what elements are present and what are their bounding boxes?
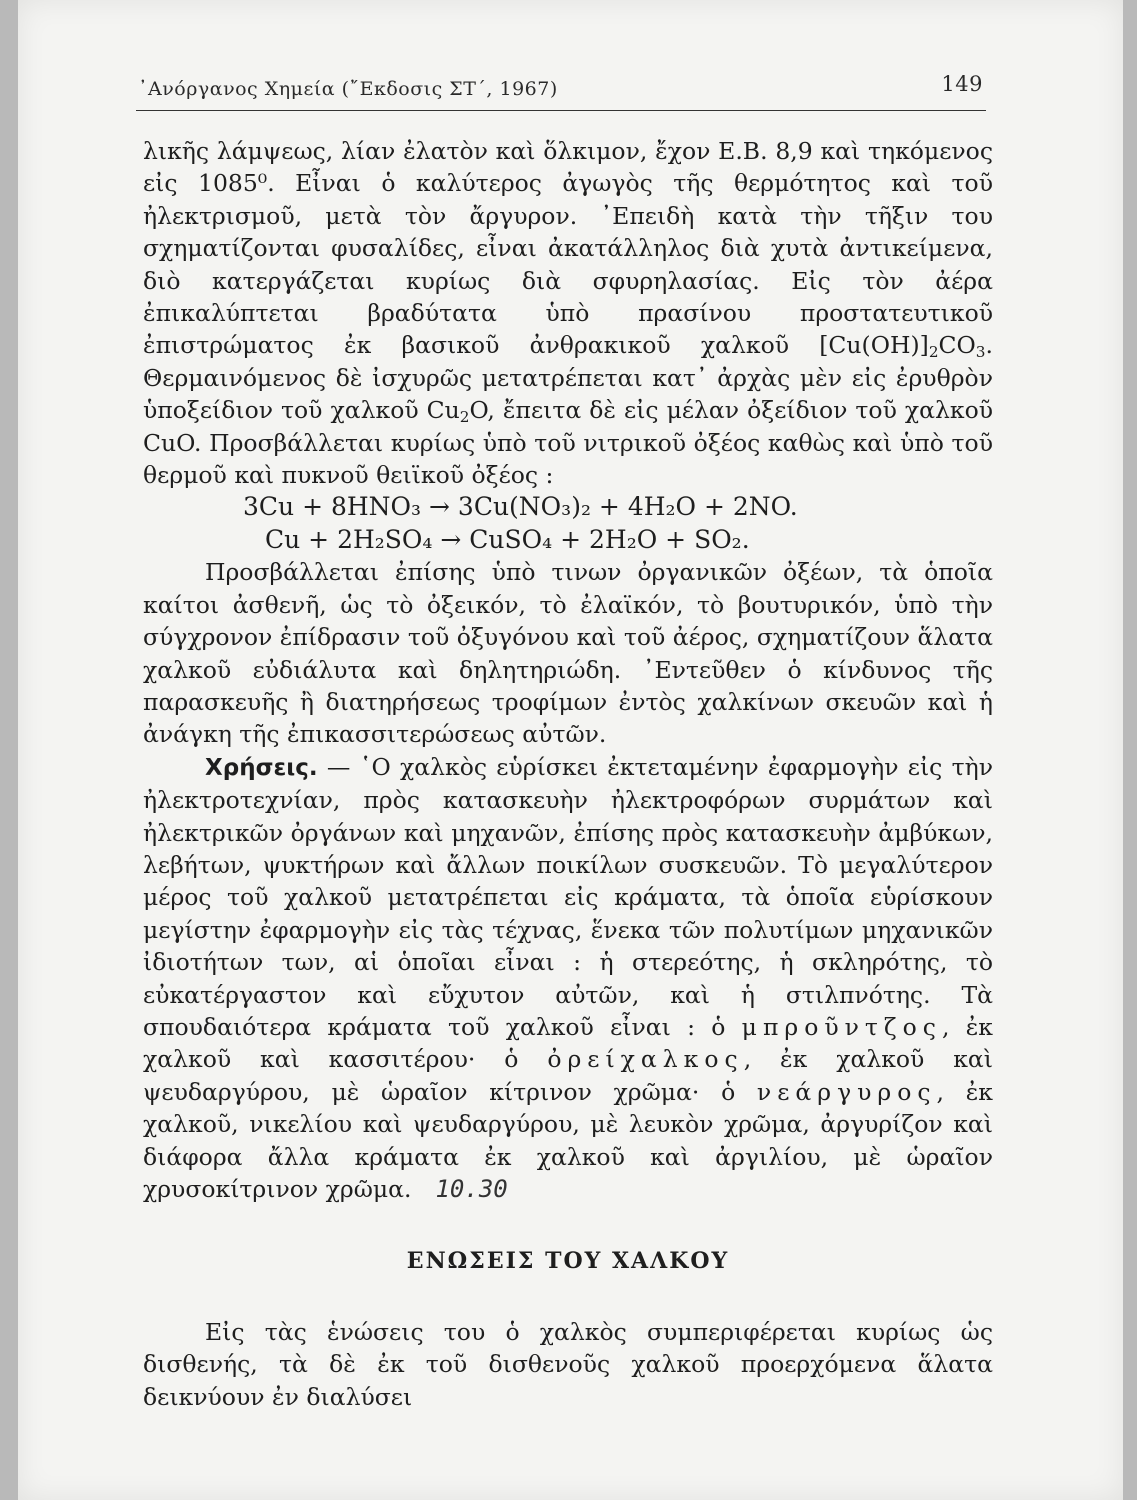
alloy-bronze: μπροῦντζος (741, 1012, 942, 1041)
section-title: ΕΝΩΣΕΙΣ ΤΟΥ ΧΑΛΚΟΥ (406, 1248, 730, 1275)
running-title: ᾽Ανόργανος Χημεία (῎Εκδοσις ΣΤ΄, 1967) (138, 78, 558, 100)
book-page (18, 0, 1123, 1500)
page-number: 149 (941, 72, 983, 96)
alloy-brass: ὀρείχαλκος (547, 1045, 744, 1074)
formula-basic-carbonate: $[Cu(OH)]_2CO_3$ (819, 331, 986, 362)
uses-heading: Χρήσεις. (205, 754, 318, 781)
equation-sulfuric-acid: Cu + 2H₂SO₄ → CuSO₄ + 2H₂O + SO₂. (265, 524, 750, 554)
page-body (143, 135, 993, 1413)
equation-nitric-acid: 3Cu + 8HNO₃ → 3Cu(NO₃)₂ + 4H₂O + 2NO. (243, 492, 798, 522)
handwritten-note: 10.30 (435, 1175, 508, 1203)
paragraph-compounds: Εἰς τὰς ἑνώσεις του ὁ χαλκὸς συμπεριφέρεται κυρίως ὡς δισθενής, τὰ δὲ ἐκ τοῦ δισθενοῦς χαλκοῦ προερχόμενα ἅλατα δεικνύουν ἐν διαλύσει (143, 1317, 993, 1411)
header-rule (136, 110, 986, 111)
paragraph-uses: Χρήσεις. — ῾Ο χαλκὸς εὑρίσκει ἐκτεταμένην ἐφαρμογὴν εἰς τὴν ἠλεκτροτεχνίαν, πρὸς κατασκευὴν ἠλεκτροφόρων συρμάτων καὶ ἠλεκτρικῶν ὀργάνων καὶ μηχανῶν, ἐπίσης πρὸς κατασκευὴν ἀμβύκων, λεβήτων, ψυκτήρων καὶ ἄλλων ποικίλων συσκευῶν. Τὸ μεγαλύτερον μέρος τοῦ χαλκοῦ μετατρέπεται εἰς κράματα, τὰ ὁποῖα εὑρίσκουν μεγίστην ἐφαρμογὴν εἰς τὰς τέχνας, ἕνεκα τῶν πολυτίμων μηχανικῶν ἰδιοτήτων των, αἱ ὁποῖαι εἶναι : ἡ στερεότης, ἡ σκληρότης, τὸ εὐκατέργαστον καὶ εὔχυτον αὐτῶν, καὶ ἡ στιλπνότης. Τὰ σπουδαιότερα κράματα τοῦ χαλκοῦ εἶναι : ὁ μπροῦντζος, ἐκ χαλκοῦ καὶ κασσιτέρου· ὁ ὀρείχαλκος, ἐκ χαλκοῦ καὶ ψευδαργύρου, μὲ ὡραῖον κίτρινον χρῶμα· ὁ νεάργυρος, ἐκ χαλκοῦ, νικελίου καὶ ψευδαργύρου, μὲ λευκὸν χρῶμα, ἀργυρίζον καὶ διάφορα ἄλλα κράματα ἐκ χαλκοῦ καὶ ἀργιλίου, μὲ ὡραῖον χρυσοκίτρινον χρῶμα. 10.30 (143, 752, 993, 1203)
alloy-nickel-silver: νεάργυρος (756, 1077, 937, 1106)
paragraph-organic-acids: Προσβάλλεται ἐπίσης ὑπὸ τινων ὀργανικῶν ὀξέων, τὰ ὁποῖα καίτοι ἀσθενῆ, ὡς τὸ ὀξεικόν, τὸ ἐλαϊκόν, τὸ βουτυρικόν, ὑπὸ τὴν σύγχρονον ἐπίδρασιν τοῦ ὀξυγόνου καὶ τοῦ ἀέρος, σχηματίζουν ἅλατα χαλκοῦ εὐδιάλυτα καὶ δηλητηριώδη. ᾽Εντεῦθεν ὁ κίνδυνος τῆς παρασκευῆς ἢ διατηρήσεως τροφίμων ἐντὸς χαλκίνων σκευῶν καὶ ἡ ἀνάγκη τῆς ἐπικασσιτερώσεως αὐτῶν. (143, 558, 993, 749)
paragraph-copy-properties: λικῆς λάμψεως, λίαν ἐλατὸν καὶ ὅλκιμον, ἔχον Ε.Β. 8,9 καὶ τηκόμενος εἰς 1085⁰. Εἶναι ὁ καλύτερος ἀγωγὸς τῆς θερμότητος καὶ τοῦ ἠλεκτρισμοῦ, μετὰ τὸν ἄργυρον. ᾽Επειδὴ κατὰ τὴν τῆξιν του σχηματίζονται φυσαλίδες, εἶναι ἀκατάλληλος διὰ χυτὰ ἀντικείμενα, διὸ κατεργάζεται κυρίως διὰ σφυρηλασίας. Εἰς τὸν ἀέρα ἐπικαλύπτεται βραδύτατα ὑπὸ πρασίνου προστατευτικοῦ ἐπιστρώματος ἐκ βασικοῦ ἀνθρακικοῦ χαλκοῦ $[Cu(OH)]_2CO_3$. Θερμαινόμενος δὲ ἰσχυρῶς μετατρέπεται κατ᾽ ἀρχὰς μὲν εἰς ἐρυθρὸν ὑποξείδιον τοῦ χαλκοῦ $Cu_2O$, ἔπειτα δὲ εἰς μέλαν ὀξείδιον τοῦ χαλκοῦ CuO. Προσβάλλεται κυρίως ὑπὸ τοῦ νιτρικοῦ ὀξέος καθὼς καὶ ὑπὸ τοῦ θερμοῦ καὶ πυκνοῦ θειϊκοῦ ὀξέος : (143, 137, 994, 490)
